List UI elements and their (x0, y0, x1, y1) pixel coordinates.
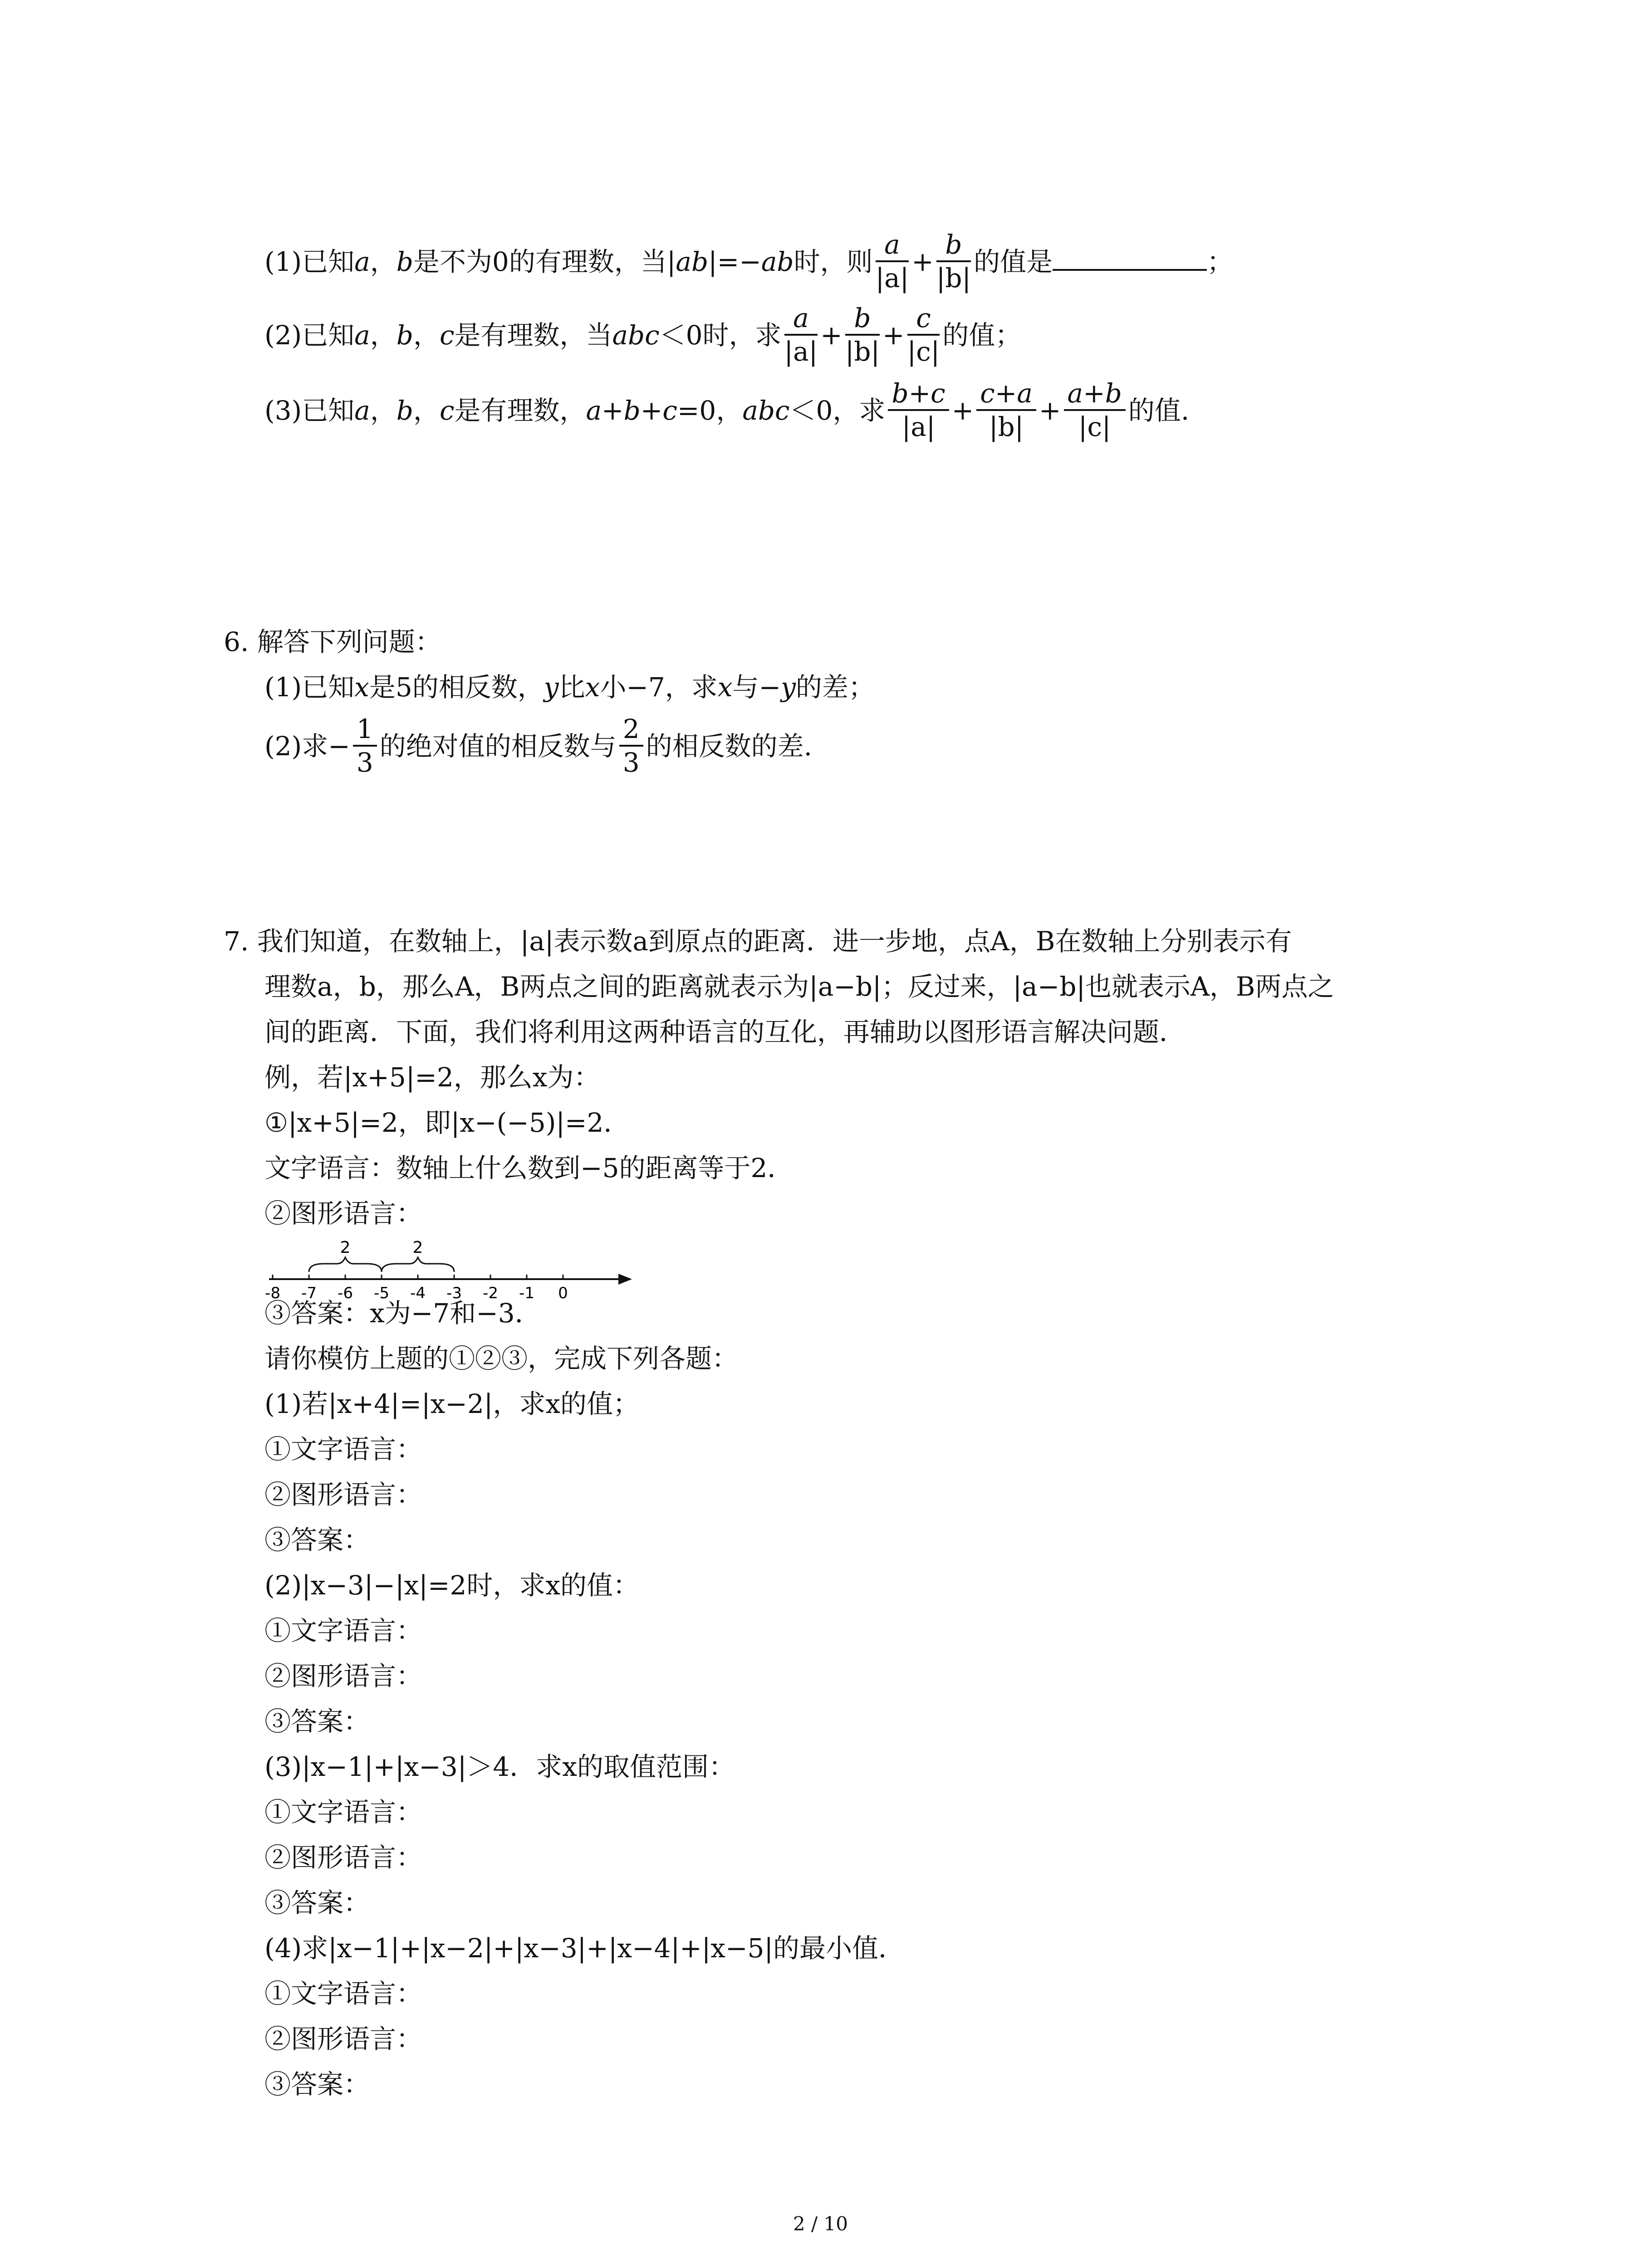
q7-line1: 7. 我们知道，在数轴上，|a|表示数a到原点的距离．进一步地，点A，B在数轴上分别表示有 (224, 926, 1292, 957)
q5-part2 (265, 305, 1021, 370)
var: y (781, 672, 796, 703)
var: abc (612, 320, 660, 351)
q7-part2-answer: ③答案： (265, 1706, 370, 1737)
numerator: a (876, 229, 909, 262)
text: 是5的相反数， (369, 672, 544, 703)
numerator: a (784, 302, 818, 336)
var: x (354, 672, 369, 703)
denominator: 3 (622, 747, 640, 778)
q7-part1-text: ①文字语言： (265, 1434, 423, 1465)
q7-part2-text: ①文字语言： (265, 1615, 423, 1646)
q7-part3-text: ①文字语言： (265, 1797, 423, 1828)
q7-part1-graph: ②图形语言： (265, 1479, 423, 1510)
page-number: 2 / 10 (793, 2213, 848, 2235)
var: ab (761, 246, 794, 278)
text: 的绝对值的相反数与 (379, 731, 617, 762)
fraction (845, 302, 880, 367)
text: ＜0时，求 (659, 320, 782, 351)
fraction (976, 377, 1036, 443)
text: 的值. (1128, 395, 1190, 426)
numerator: b (845, 302, 880, 336)
denominator: |a| (875, 263, 909, 293)
plus-sign: + (951, 395, 974, 426)
denominator: |c| (1078, 411, 1111, 442)
q7-part1: (1)若|x+4|=|x−2|，求x的值； (265, 1388, 640, 1419)
fraction (888, 377, 949, 443)
var: c (439, 395, 455, 426)
plus-sign: + (911, 246, 934, 278)
q7-part3-answer: ③答案： (265, 1887, 370, 1918)
text: 是不为0的有理数，当| (413, 246, 676, 278)
numerator: b (936, 229, 971, 262)
axis-tick-label: -8 (265, 1284, 280, 1302)
q7-instruction: 请你模仿上题的①②③，完成下列各题： (265, 1343, 739, 1374)
text: ， (370, 395, 397, 426)
text: 是有理数，当 (454, 320, 612, 351)
q7-part3: (3)|x−1|+|x−3|＞4．求x的取值范围： (265, 1751, 735, 1782)
fraction (353, 713, 377, 778)
q6-part1 (265, 669, 875, 705)
plus-sign: + (882, 320, 905, 351)
numerator: b+c (888, 377, 949, 411)
q7-graph-language: ②图形语言： (265, 1198, 423, 1229)
denominator: |b| (936, 263, 971, 293)
brace-label-left: 2 (340, 1238, 351, 1257)
var: b (396, 246, 413, 278)
denominator: |a| (784, 336, 818, 367)
fraction (784, 302, 818, 367)
axis-tick-label: -6 (338, 1284, 353, 1302)
q7-part4: (4)求|x−1|+|x−2|+|x−3|+|x−4|+|x−5|的最小值． (265, 1933, 905, 1964)
plus-sign: + (820, 320, 843, 351)
text: ， (413, 320, 440, 351)
fraction (936, 229, 971, 294)
answer-blank[interactable] (1053, 245, 1207, 271)
numerator: c+a (976, 377, 1036, 411)
axis-tick-label: -5 (374, 1284, 389, 1302)
fraction (1064, 377, 1126, 443)
axis-tick-label: -1 (519, 1284, 534, 1302)
q7-part1-answer: ③答案： (265, 1525, 370, 1555)
q7-example: 例，若|x+5|=2，那么x为： (265, 1062, 600, 1093)
denominator: |a| (901, 411, 936, 442)
denominator: |c| (907, 336, 940, 367)
var: c (439, 320, 455, 351)
numerator: a+b (1064, 377, 1126, 411)
var: a (354, 395, 370, 426)
text: ， (370, 320, 397, 351)
var: b (396, 395, 413, 426)
brace-label-right: 2 (412, 1238, 423, 1257)
q7-line2: 理数a，b，那么A，B两点之间的距离就表示为|a−b|；反过来，|a−b|也就表示A，B两点之 (265, 971, 1334, 1002)
brace-left (309, 1257, 382, 1272)
axis-tick-label: -4 (410, 1284, 426, 1302)
q7-part4-graph: ②图形语言： (265, 2024, 423, 2054)
text: 的值； (942, 320, 1022, 351)
text: |=− (708, 246, 761, 278)
denominator: 3 (356, 747, 373, 778)
var: y (544, 672, 559, 703)
text: 小−7，求 (600, 672, 718, 703)
axis-tick-label: 0 (558, 1284, 568, 1302)
text: (2)已知 (265, 320, 355, 351)
numerator: 1 (353, 713, 377, 747)
brace-right (382, 1257, 454, 1272)
text: (1)已知 (265, 672, 355, 703)
text: ＜0，求 (789, 395, 886, 426)
fraction (619, 713, 643, 778)
q7-part3-graph: ②图形语言： (265, 1842, 423, 1873)
var: ab (676, 246, 709, 278)
denominator: |b| (989, 411, 1024, 442)
text: ， (413, 395, 440, 426)
var: x (717, 672, 733, 703)
var: a (354, 320, 370, 351)
q7-part2-graph: ②图形语言： (265, 1661, 423, 1691)
q7-answer-example: ③答案：x为−7和−3． (265, 1298, 541, 1329)
var: a+b+c (586, 395, 677, 426)
q7-part4-answer: ③答案： (265, 2069, 370, 2100)
text: 时，则 (794, 246, 873, 278)
text: 是有理数， (454, 395, 586, 426)
text: 与− (732, 672, 781, 703)
text: 的相反数的差. (646, 731, 813, 762)
text: (1)已知 (265, 246, 355, 278)
text: 比 (558, 672, 585, 703)
text: ， (370, 246, 397, 278)
q7-text-language: 文字语言：数轴上什么数到−5的距离等于2． (265, 1153, 794, 1183)
text: (3)已知 (265, 395, 355, 426)
q6-part2 (265, 716, 812, 781)
var: x (585, 672, 600, 703)
axis-tick-label: -7 (301, 1284, 317, 1302)
q5-part1 (265, 231, 1233, 297)
var: abc (742, 395, 790, 426)
text: (2)求− (265, 731, 350, 762)
q7-part2: (2)|x−3|−|x|=2时，求x的值： (265, 1570, 640, 1601)
var: b (396, 320, 413, 351)
axis-tick-label: -3 (446, 1284, 462, 1302)
text: =0， (677, 395, 743, 426)
denominator: |b| (845, 336, 880, 367)
axis-tick-label: -2 (483, 1284, 498, 1302)
q7-line3: 间的距离．下面，我们将利用这两种语言的互化，再辅助以图形语言解决问题． (265, 1017, 1186, 1047)
plus-sign: + (1038, 395, 1061, 426)
q7-step1: ①|x+5|=2，即|x−(−5)|=2． (265, 1107, 630, 1138)
var: a (354, 246, 370, 278)
text: 的差； (795, 672, 875, 703)
q7-part4-text: ①文字语言： (265, 1978, 423, 2009)
q5-part3 (265, 380, 1189, 445)
q6-heading: 6. 解答下列问题： (224, 626, 441, 657)
numerator: 2 (619, 713, 643, 747)
numerator: c (907, 302, 940, 336)
text: 的值是 (974, 246, 1053, 278)
text: ； (1207, 246, 1234, 278)
fraction (907, 302, 940, 367)
fraction (876, 229, 909, 294)
axis-arrow (618, 1274, 632, 1285)
